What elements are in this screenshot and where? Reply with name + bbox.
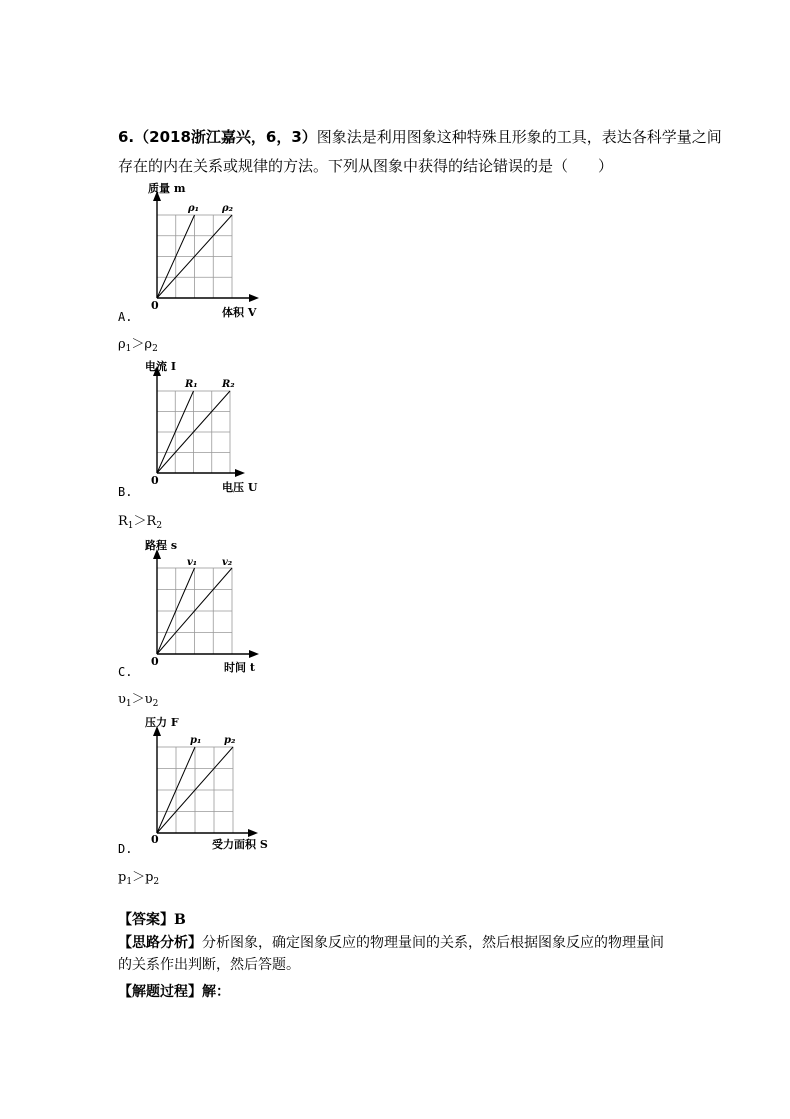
line-1-label-d: p₁ bbox=[190, 735, 202, 746]
axes-d bbox=[157, 733, 251, 833]
x-arrow-a bbox=[249, 294, 259, 302]
line-2-label-c: v₂ bbox=[222, 557, 233, 568]
y-axis-label-d: 压力 F bbox=[145, 716, 179, 729]
conclusion-c: $\upsilon_1>\upsilon_2$ bbox=[118, 692, 159, 709]
x-axis-label-a: 体积 V bbox=[222, 306, 257, 319]
x-axis-label-c: 时间 t bbox=[224, 661, 255, 674]
graph-b bbox=[140, 356, 280, 496]
axes-c bbox=[157, 556, 252, 654]
answer-label: 【答案】 bbox=[118, 912, 174, 928]
origin-label-c: 0 bbox=[151, 655, 159, 668]
line-2-label-d: p₂ bbox=[224, 735, 236, 746]
x-arrow-c bbox=[249, 650, 259, 658]
origin-label-d: 0 bbox=[151, 833, 159, 846]
graph-c bbox=[140, 535, 280, 675]
question-number: 6. bbox=[118, 128, 135, 146]
origin-label-b: 0 bbox=[151, 474, 159, 487]
line-2-label-b: R₂ bbox=[222, 379, 235, 390]
conclusion-a: $\rho_1>\rho_2$ bbox=[118, 337, 158, 354]
y-axis-label-b: 电流 I bbox=[145, 360, 176, 373]
x-arrow-b bbox=[235, 469, 245, 477]
analysis-line-1 bbox=[118, 932, 664, 952]
question-line-2: 存在的内在关系或规律的方法。下列从图象中获得的结论错误的是（ ） bbox=[118, 157, 614, 175]
question-text-1: 图象法是利用图象这种特殊且形象的工具，表达各科学量之间 bbox=[316, 128, 722, 146]
x-axis-label-d: 受力面积 S bbox=[212, 838, 268, 851]
option-letter-d: D. bbox=[118, 842, 133, 856]
question-source: （2018浙江嘉兴，6，3） bbox=[134, 128, 317, 146]
line-2-label-a: ρ₂ bbox=[222, 203, 234, 214]
x-arrow-d bbox=[248, 829, 258, 837]
answer-value: B bbox=[174, 912, 186, 928]
origin-label-a: 0 bbox=[151, 299, 159, 312]
axes-a bbox=[157, 198, 252, 298]
y-axis-label-a: 质量 m bbox=[148, 182, 186, 195]
analysis-label: 【思路分析】 bbox=[118, 935, 202, 951]
y-axis-label-c: 路程 s bbox=[145, 539, 178, 552]
analysis-line-2: 的关系作出判断，然后答题。 bbox=[118, 957, 300, 973]
process-text: 解： bbox=[202, 984, 230, 1000]
process-line bbox=[118, 981, 230, 1001]
option-letter-a: A. bbox=[118, 310, 133, 324]
line-1-label-c: v₁ bbox=[187, 557, 198, 568]
answer-line bbox=[118, 909, 186, 929]
line-1-label-b: R₁ bbox=[185, 379, 198, 390]
option-letter-b: B. bbox=[118, 485, 133, 499]
x-axis-label-b: 电压 U bbox=[222, 481, 258, 494]
analysis-text-1: 分析图象，确定图象反应的物理量间的关系，然后根据图象反应的物理量间 bbox=[202, 935, 664, 951]
process-label: 【解题过程】 bbox=[118, 984, 202, 1000]
conclusion-d: $p_1>p_2$ bbox=[118, 870, 160, 887]
line-1-label-a: ρ₁ bbox=[188, 203, 200, 214]
graph-a bbox=[140, 180, 280, 320]
graph-d bbox=[140, 712, 290, 857]
question-line-1 bbox=[118, 126, 722, 147]
conclusion-b: $R_1>R_2$ bbox=[118, 514, 163, 531]
option-letter-c: C. bbox=[118, 665, 133, 679]
